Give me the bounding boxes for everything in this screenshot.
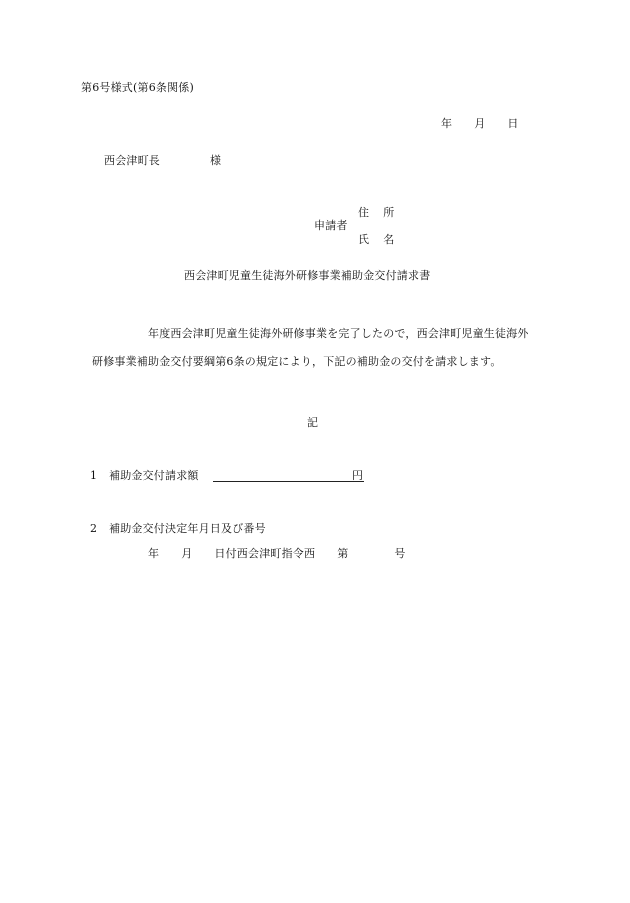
item1-label: 補助金交付請求額 — [109, 469, 199, 482]
date-day: 日 — [507, 117, 519, 130]
item2-label: 補助金交付決定年月日及び番号 — [109, 522, 266, 535]
decision-dai: 第 — [337, 547, 349, 560]
body-text-line-1: 年度西会津町児童生徒海外研修事業を完了したので，西会津町児童生徒海外 — [148, 327, 529, 340]
date-line — [441, 117, 519, 131]
document-title: 西会津町児童生徒海外研修事業補助金交付請求書 — [184, 269, 431, 282]
item2-number: 2 — [90, 522, 98, 535]
item1-number: 1 — [90, 469, 98, 482]
date-year: 年 — [441, 117, 453, 130]
form-number: 第6号様式(第6条関係) — [81, 81, 194, 94]
decision-month: 月 — [181, 547, 193, 560]
date-month: 月 — [474, 117, 486, 130]
applicant-label: 申請者 — [314, 219, 348, 232]
decision-day-prefix: 日付西会津町指令西 — [214, 547, 316, 560]
ki-heading: 記 — [307, 416, 319, 429]
body-text-line-2: 研修事業補助金交付要綱第6条の規定により，下記の補助金の交付を請求します。 — [92, 355, 502, 368]
addressee-honorific: 様 — [210, 154, 222, 167]
address-label — [358, 206, 394, 220]
address-label-char-2: 所 — [383, 206, 395, 219]
addressee-name: 西会津町長 — [104, 154, 160, 167]
yen-unit: 円 — [352, 469, 364, 482]
decision-line — [148, 547, 406, 561]
address-label-char-1: 住 — [358, 206, 370, 219]
name-label — [358, 233, 394, 247]
amount-underline-field[interactable] — [213, 481, 364, 482]
name-label-char-1: 氏 — [358, 233, 370, 246]
name-label-char-2: 名 — [383, 233, 395, 246]
decision-year: 年 — [148, 547, 160, 560]
decision-go: 号 — [394, 547, 406, 560]
addressee — [104, 154, 221, 168]
